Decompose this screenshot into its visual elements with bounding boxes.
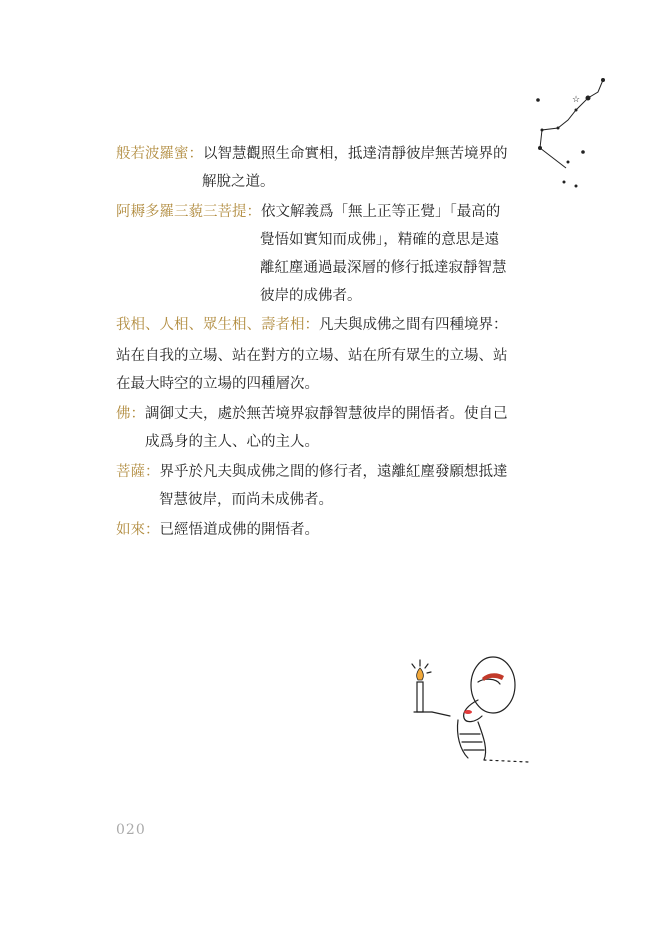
definition-bodhisattva: 菩薩：界乎於凡夫與成佛之間的修行者，遠離紅塵發願想抵達 智慧彼岸，而尚未成佛者。 bbox=[116, 464, 508, 508]
term: 我相、人相、眾生相、壽者相 bbox=[116, 317, 305, 333]
definition-line: 成爲身的主人、心的主人。 bbox=[145, 434, 319, 450]
definition-line: 智慧彼岸，而尚未成佛者。 bbox=[159, 492, 333, 508]
paragraph-line: 在最大時空的立場的四種層次。 bbox=[116, 376, 319, 392]
svg-text:☆: ☆ bbox=[572, 95, 581, 105]
term: 菩薩 bbox=[116, 464, 145, 480]
constellation-illustration bbox=[528, 70, 608, 200]
paragraph-line: 站在自我的立場、站在對方的立場、站在所有眾生的立場、站 bbox=[116, 348, 508, 364]
definition-line: 離紅塵通過最深層的修行抵達寂靜智慧 bbox=[260, 260, 507, 276]
term: 阿耨多羅三藐三菩提 bbox=[116, 204, 247, 220]
page-number: 020 bbox=[116, 822, 146, 838]
definition-line: 凡夫與成佛之間有四種境界： bbox=[319, 317, 508, 333]
definition-line: 調御丈夫，處於無苦境界寂靜智慧彼岸的開悟者。使自己 bbox=[145, 406, 508, 422]
four-levels-paragraph bbox=[116, 342, 508, 398]
definition-buddha: 佛：調御丈夫，處於無苦境界寂靜智慧彼岸的開悟者。使自己 成爲身的主人、心的主人。 bbox=[116, 406, 508, 450]
term: 如來 bbox=[116, 522, 145, 538]
definition-prajnaparamita: 般若波羅蜜：以智慧觀照生命實相，抵達清靜彼岸無苦境界的 解脫之道。 bbox=[116, 146, 508, 190]
definition-line: 界乎於凡夫與成佛之間的修行者，遠離紅塵發願想抵達 bbox=[159, 464, 508, 480]
definition-line: 以智慧觀照生命實相，抵達清靜彼岸無苦境界的 bbox=[203, 146, 508, 162]
monk-with-candle-illustration bbox=[398, 650, 538, 780]
term: 般若波羅蜜 bbox=[116, 146, 189, 162]
definition-four-signs: 我相、人相、眾生相、壽者相：凡夫與成佛之間有四種境界： bbox=[116, 317, 508, 333]
definition-line: 依文解義爲「無上正等正覺」「最高的 bbox=[261, 204, 501, 220]
definition-anuttara: 阿耨多羅三藐三菩提：依文解義爲「無上正等正覺」「最高的 覺悟如實知而成佛」，精確的意思是遠 離紅塵通過最深層的修行抵達寂靜智慧 彼岸的成佛者。 bbox=[116, 204, 507, 304]
definition-line: 彼岸的成佛者。 bbox=[260, 288, 362, 304]
definition-tathagata: 如來：已經悟道成佛的開悟者。 bbox=[116, 522, 319, 538]
definition-line: 已經悟道成佛的開悟者。 bbox=[159, 522, 319, 538]
term: 佛 bbox=[116, 406, 131, 422]
definition-line: 覺悟如實知而成佛」，精確的意思是遠 bbox=[260, 232, 500, 248]
definition-line: 解脫之道。 bbox=[202, 174, 275, 190]
